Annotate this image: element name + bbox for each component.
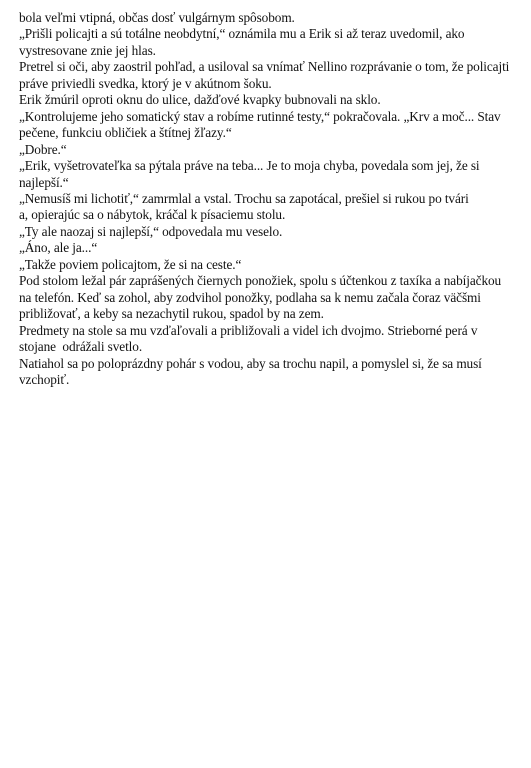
text-line: „Dobre.“ xyxy=(19,141,67,157)
text-line: „Ty ale naozaj si najlepší,“ odpovedala mu veselo. xyxy=(19,223,283,239)
text-line: práve priviedli svedka, ktorý je v akútnom šoku. xyxy=(19,75,272,91)
text-line: Predmety na stole sa mu vzďaľovali a približovali a videl ich dvojmo. Strieborné perá v xyxy=(19,322,478,338)
text-line: stojane odrážali svetlo. xyxy=(19,339,143,355)
text-line: Pretrel si oči, aby zaostril pohľad, a usiloval sa vnímať Nellino rozprávanie o tom, že policajti xyxy=(19,59,510,75)
text-line: „Áno, ale ja...“ xyxy=(19,240,98,256)
text-line: Natiahol sa po poloprázdny pohár s vodou, aby sa trochu napil, a pomyslel si, že sa musí xyxy=(19,355,482,371)
text-line: na telefón. Keď sa zohol, aby zodvihol ponožky, podlaha sa k nemu začala čoraz väčšmi xyxy=(19,289,481,305)
text-line: vystresovane znie jej hlas. xyxy=(19,42,156,58)
text-line: „Nemusíš mi lichotiť,“ zamrmlal a vstal. Trochu sa zapotácal, prešiel si rukou po tvári xyxy=(19,190,469,206)
text-line: a, opierajúc sa o nábytok, kráčal k písaciemu stolu. xyxy=(19,207,286,223)
text-line: vzchopiť. xyxy=(19,371,70,387)
text-line: Pod stolom ležal pár zaprášených čiernych ponožiek, spolu s účtenkou z taxíka a nabíjačkou xyxy=(19,273,502,289)
text-line: Erik žmúril oproti oknu do ulice, dažďové kvapky bubnovali na sklo. xyxy=(19,92,381,108)
body-text xyxy=(19,10,519,388)
text-line: „Erik, vyšetrovateľka sa pýtala práve na teba... Je to moja chyba, povedala som jej, že si xyxy=(19,158,480,174)
text-line: „Kontrolujeme jeho somatický stav a robíme rutinné testy,“ pokračovala. „Krv a moč... Stav xyxy=(19,108,501,124)
text-line: pečene, funkciu obličiek a štítnej žľazy.“ xyxy=(19,125,232,141)
text-line: bola veľmi vtipná, občas dosť vulgárnym spôsobom. xyxy=(19,10,295,25)
text-line: „Prišli policajti a sú totálne neobdytní,“ oznámila mu a Erik si až teraz uvedomil, ako xyxy=(19,26,465,42)
text-line: „Takže poviem policajtom, že si na ceste.“ xyxy=(19,256,242,272)
text-line: približovať, a keby sa nezachytil rukou, spadol by na zem. xyxy=(19,306,324,322)
text-line: najlepší.“ xyxy=(19,174,69,190)
